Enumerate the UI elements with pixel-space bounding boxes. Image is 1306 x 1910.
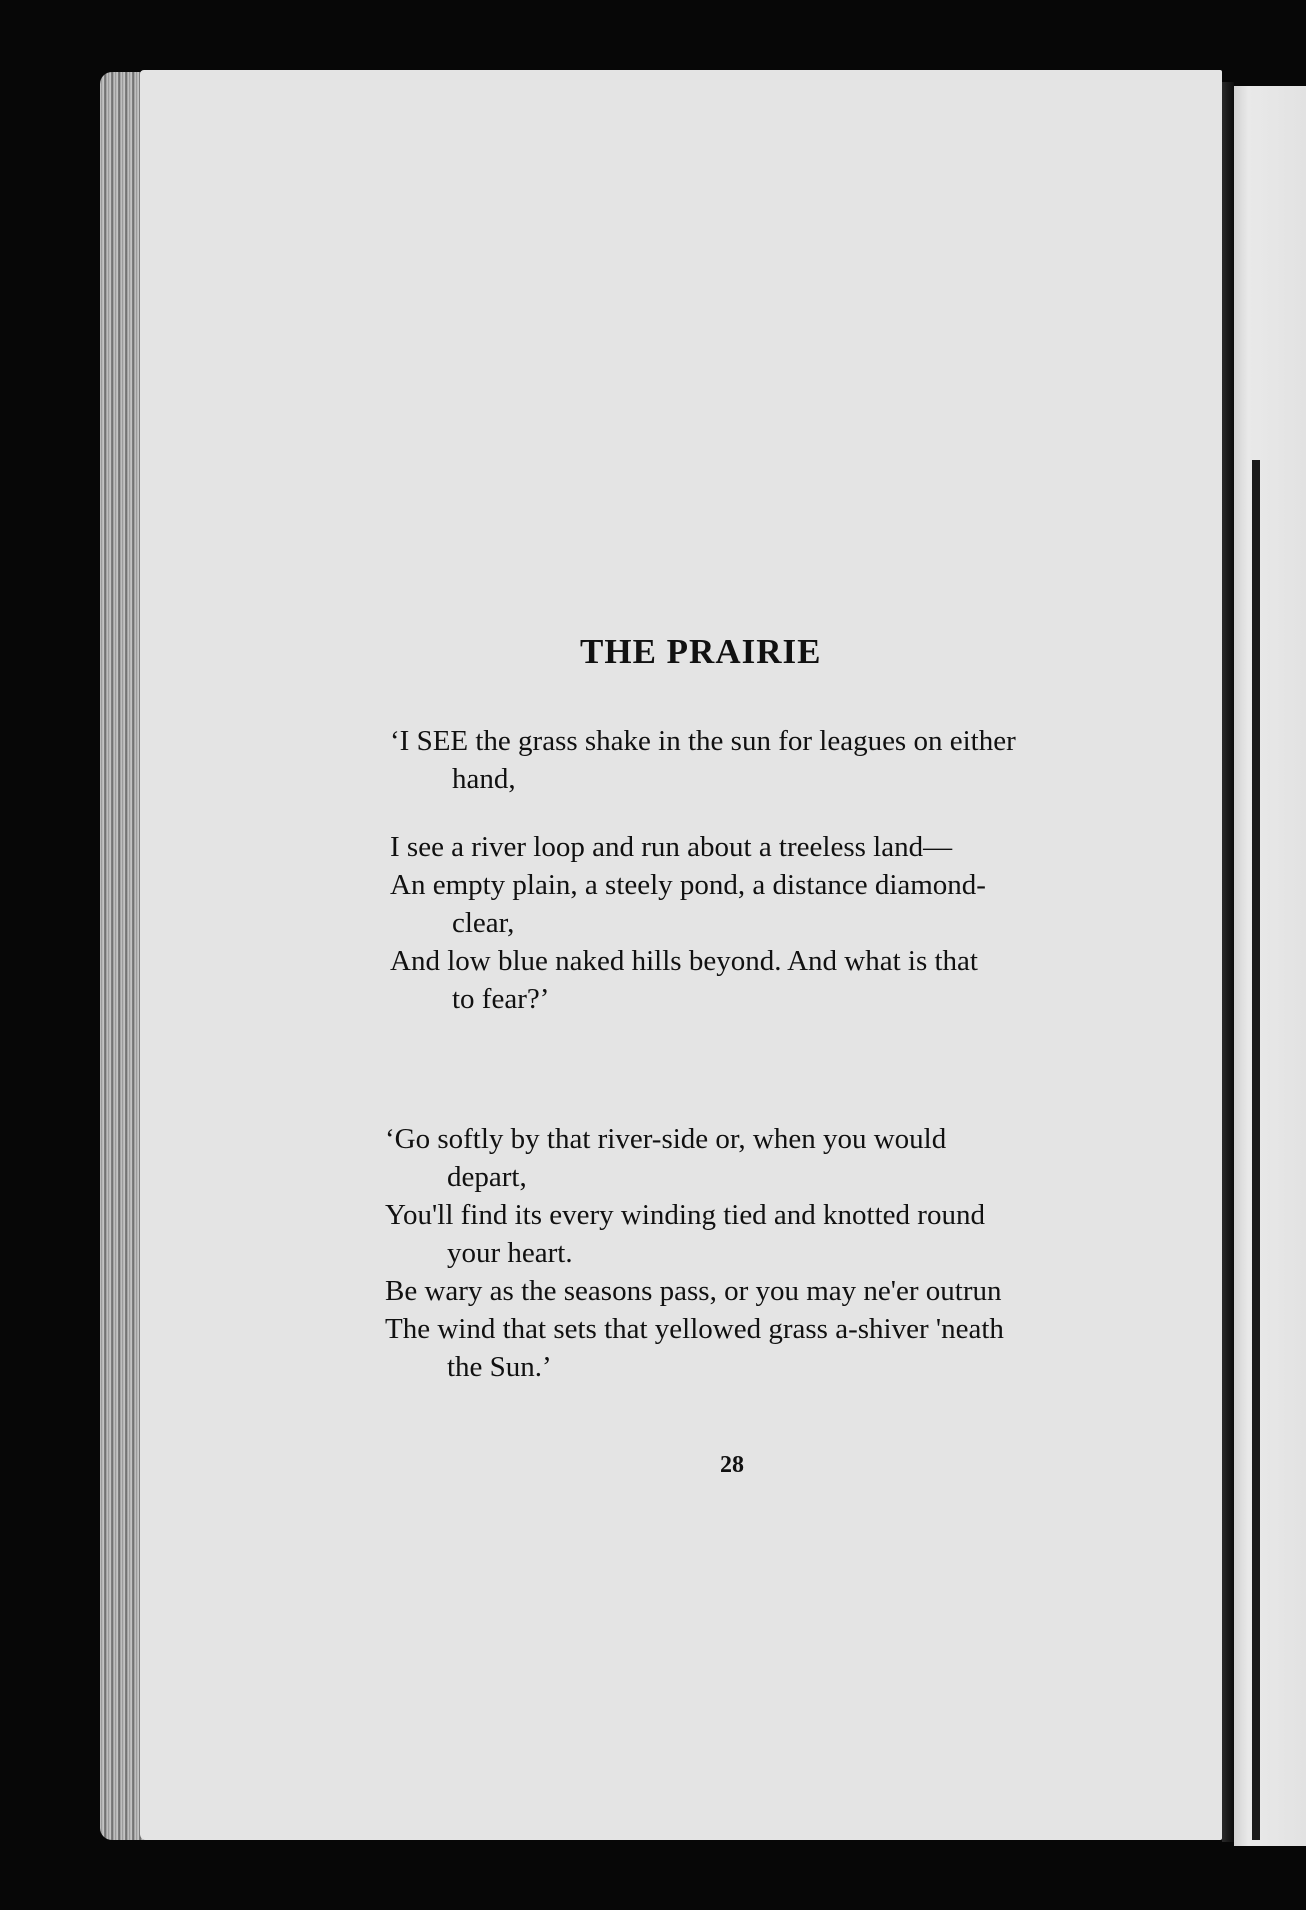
poem-line: your heart.	[447, 1237, 573, 1269]
poem-line: The wind that sets that yellowed grass a-shiver 'neath	[385, 1313, 1004, 1345]
poem-line: clear,	[452, 907, 515, 939]
poem-line: I see a river loop and run about a treeless land—	[390, 831, 953, 863]
poem-title: THE PRAIRIE	[580, 632, 822, 671]
poem-line: You'll find its every winding tied and knotted round	[385, 1199, 985, 1231]
poem-line: the Sun.’	[447, 1351, 552, 1383]
facing-page-border	[1252, 460, 1260, 1840]
poem-line: An empty plain, a steely pond, a distance diamond-	[390, 869, 986, 901]
page-number: 28	[720, 1452, 744, 1478]
poem-line: ‘I SEE the grass shake in the sun for leagues on either	[390, 725, 1016, 757]
poem-line: ‘Go softly by that river-side or, when you would	[385, 1123, 947, 1155]
poem-line: Be wary as the seasons pass, or you may ne'er outrun	[385, 1275, 1002, 1307]
stanza-2	[385, 1120, 1105, 1386]
poem-line: hand,	[452, 763, 516, 795]
facing-page-edge	[1234, 86, 1306, 1846]
poem-line: And low blue naked hills beyond. And what is that	[390, 945, 978, 977]
stanza-1	[390, 722, 1110, 1018]
gutter-shadow	[1222, 82, 1234, 1842]
poem-line: depart,	[447, 1161, 527, 1193]
poem-line: to fear?’	[452, 983, 550, 1015]
